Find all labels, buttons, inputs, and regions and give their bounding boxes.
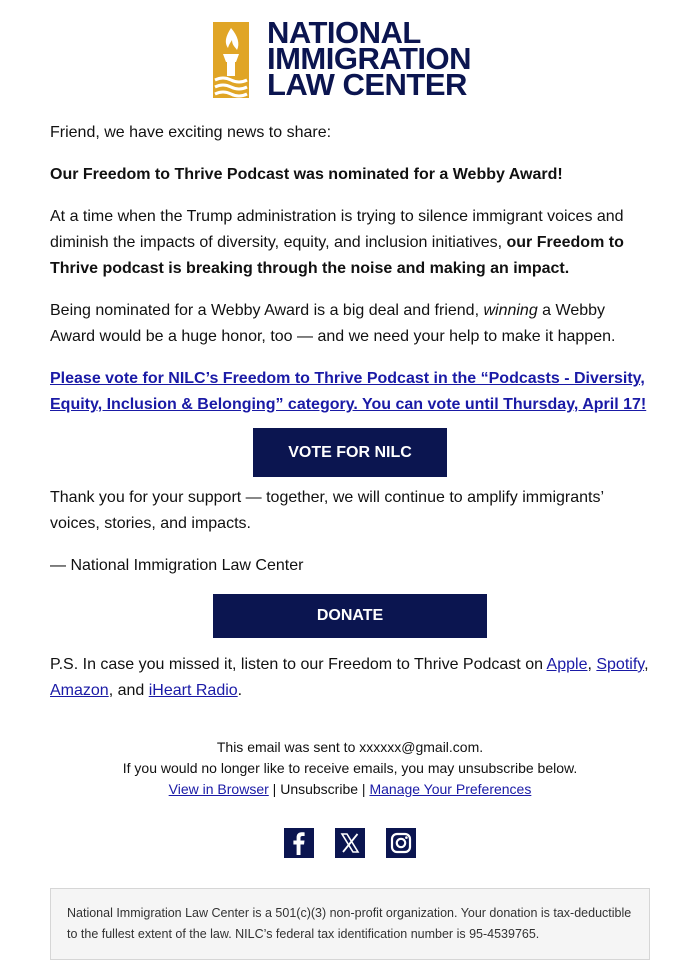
nomination-text-end: a Webby Award would be a huge honor, too — and we need your help to make it happen.	[50, 302, 616, 345]
vote-call	[50, 366, 650, 418]
vote-button[interactable]: VOTE FOR NILC	[253, 428, 447, 477]
vote-link[interactable]: Please vote for NILC’s Freedom to Thrive Podcast in the “Podcasts - Diversity, Equity, Inclusion & Belonging” category. You can vote until Thursday, April 17!	[50, 370, 647, 413]
footer-separator-1: |	[268, 781, 281, 797]
paragraph-impact	[50, 204, 650, 282]
logo-line-2: IMMIGRATION	[267, 41, 472, 76]
impact-bold-text: our Freedom to Thrive podcast is breaking through the noise and making an impact.	[50, 234, 624, 277]
signature: — National Immigration Law Center	[50, 557, 304, 574]
ps-sep-2: ,	[644, 656, 649, 673]
logo-line-1: NATIONAL	[267, 15, 421, 50]
ps-paragraph	[50, 652, 650, 704]
email-body	[50, 120, 650, 720]
ps-end: .	[237, 682, 243, 699]
iheart-link[interactable]: iHeart Radio	[148, 682, 238, 699]
donate-button[interactable]: DONATE	[213, 594, 487, 638]
facebook-icon[interactable]	[284, 828, 314, 858]
email-footer	[50, 737, 650, 800]
spotify-link[interactable]: Spotify	[596, 656, 645, 673]
logo-wordmark	[267, 15, 472, 102]
paragraph-nomination	[50, 298, 650, 350]
logo-line-3: LAW CENTER	[267, 67, 467, 102]
apple-link[interactable]: Apple	[546, 656, 588, 673]
greeting: Friend, we have exciting news to share:	[50, 124, 332, 141]
footer-links	[50, 779, 650, 800]
impact-text: At a time when the Trump administration is trying to silence immigrant voices and diminish the impacts of diversity, equity, and inclusion initiatives,	[50, 208, 624, 251]
unsubscribe-link[interactable]: Unsubscribe	[280, 781, 359, 797]
instagram-icon[interactable]	[386, 828, 416, 858]
footer-separator-2: |	[358, 781, 370, 797]
x-twitter-icon[interactable]	[335, 828, 365, 858]
social-links	[284, 828, 416, 858]
nomination-emphasis: winning	[483, 302, 538, 319]
headline: Our Freedom to Thrive Podcast was nominated for a Webby Award!	[50, 166, 563, 183]
ps-and: , and	[108, 682, 149, 699]
tax-disclaimer: National Immigration Law Center is a 501(c)(3) non-profit organization. Your donation is tax-deductible to the fullest extent of the law. NILC’s federal tax identification number is 95-4539765.	[50, 888, 650, 960]
ps-text: P.S. In case you missed it, listen to our Freedom to Thrive Podcast on	[50, 656, 547, 673]
unsubscribe-note: If you would no longer like to receive emails, you may unsubscribe below.	[122, 760, 578, 776]
ps-sep-1: ,	[587, 656, 597, 673]
sent-to-text: This email was sent to xxxxxx@gmail.com.	[216, 739, 484, 755]
view-in-browser-link[interactable]: View in Browser	[168, 781, 269, 797]
nomination-text-start: Being nominated for a Webby Award is a big deal and friend,	[50, 302, 484, 319]
thanks: Thank you for your support — together, we will continue to amplify immigrants’ voices, stories, and impacts.	[50, 489, 604, 532]
nilc-logo	[213, 15, 493, 102]
amazon-link[interactable]: Amazon	[50, 682, 109, 699]
manage-preferences-link[interactable]: Manage Your Preferences	[369, 781, 532, 797]
torch-icon	[213, 22, 249, 98]
